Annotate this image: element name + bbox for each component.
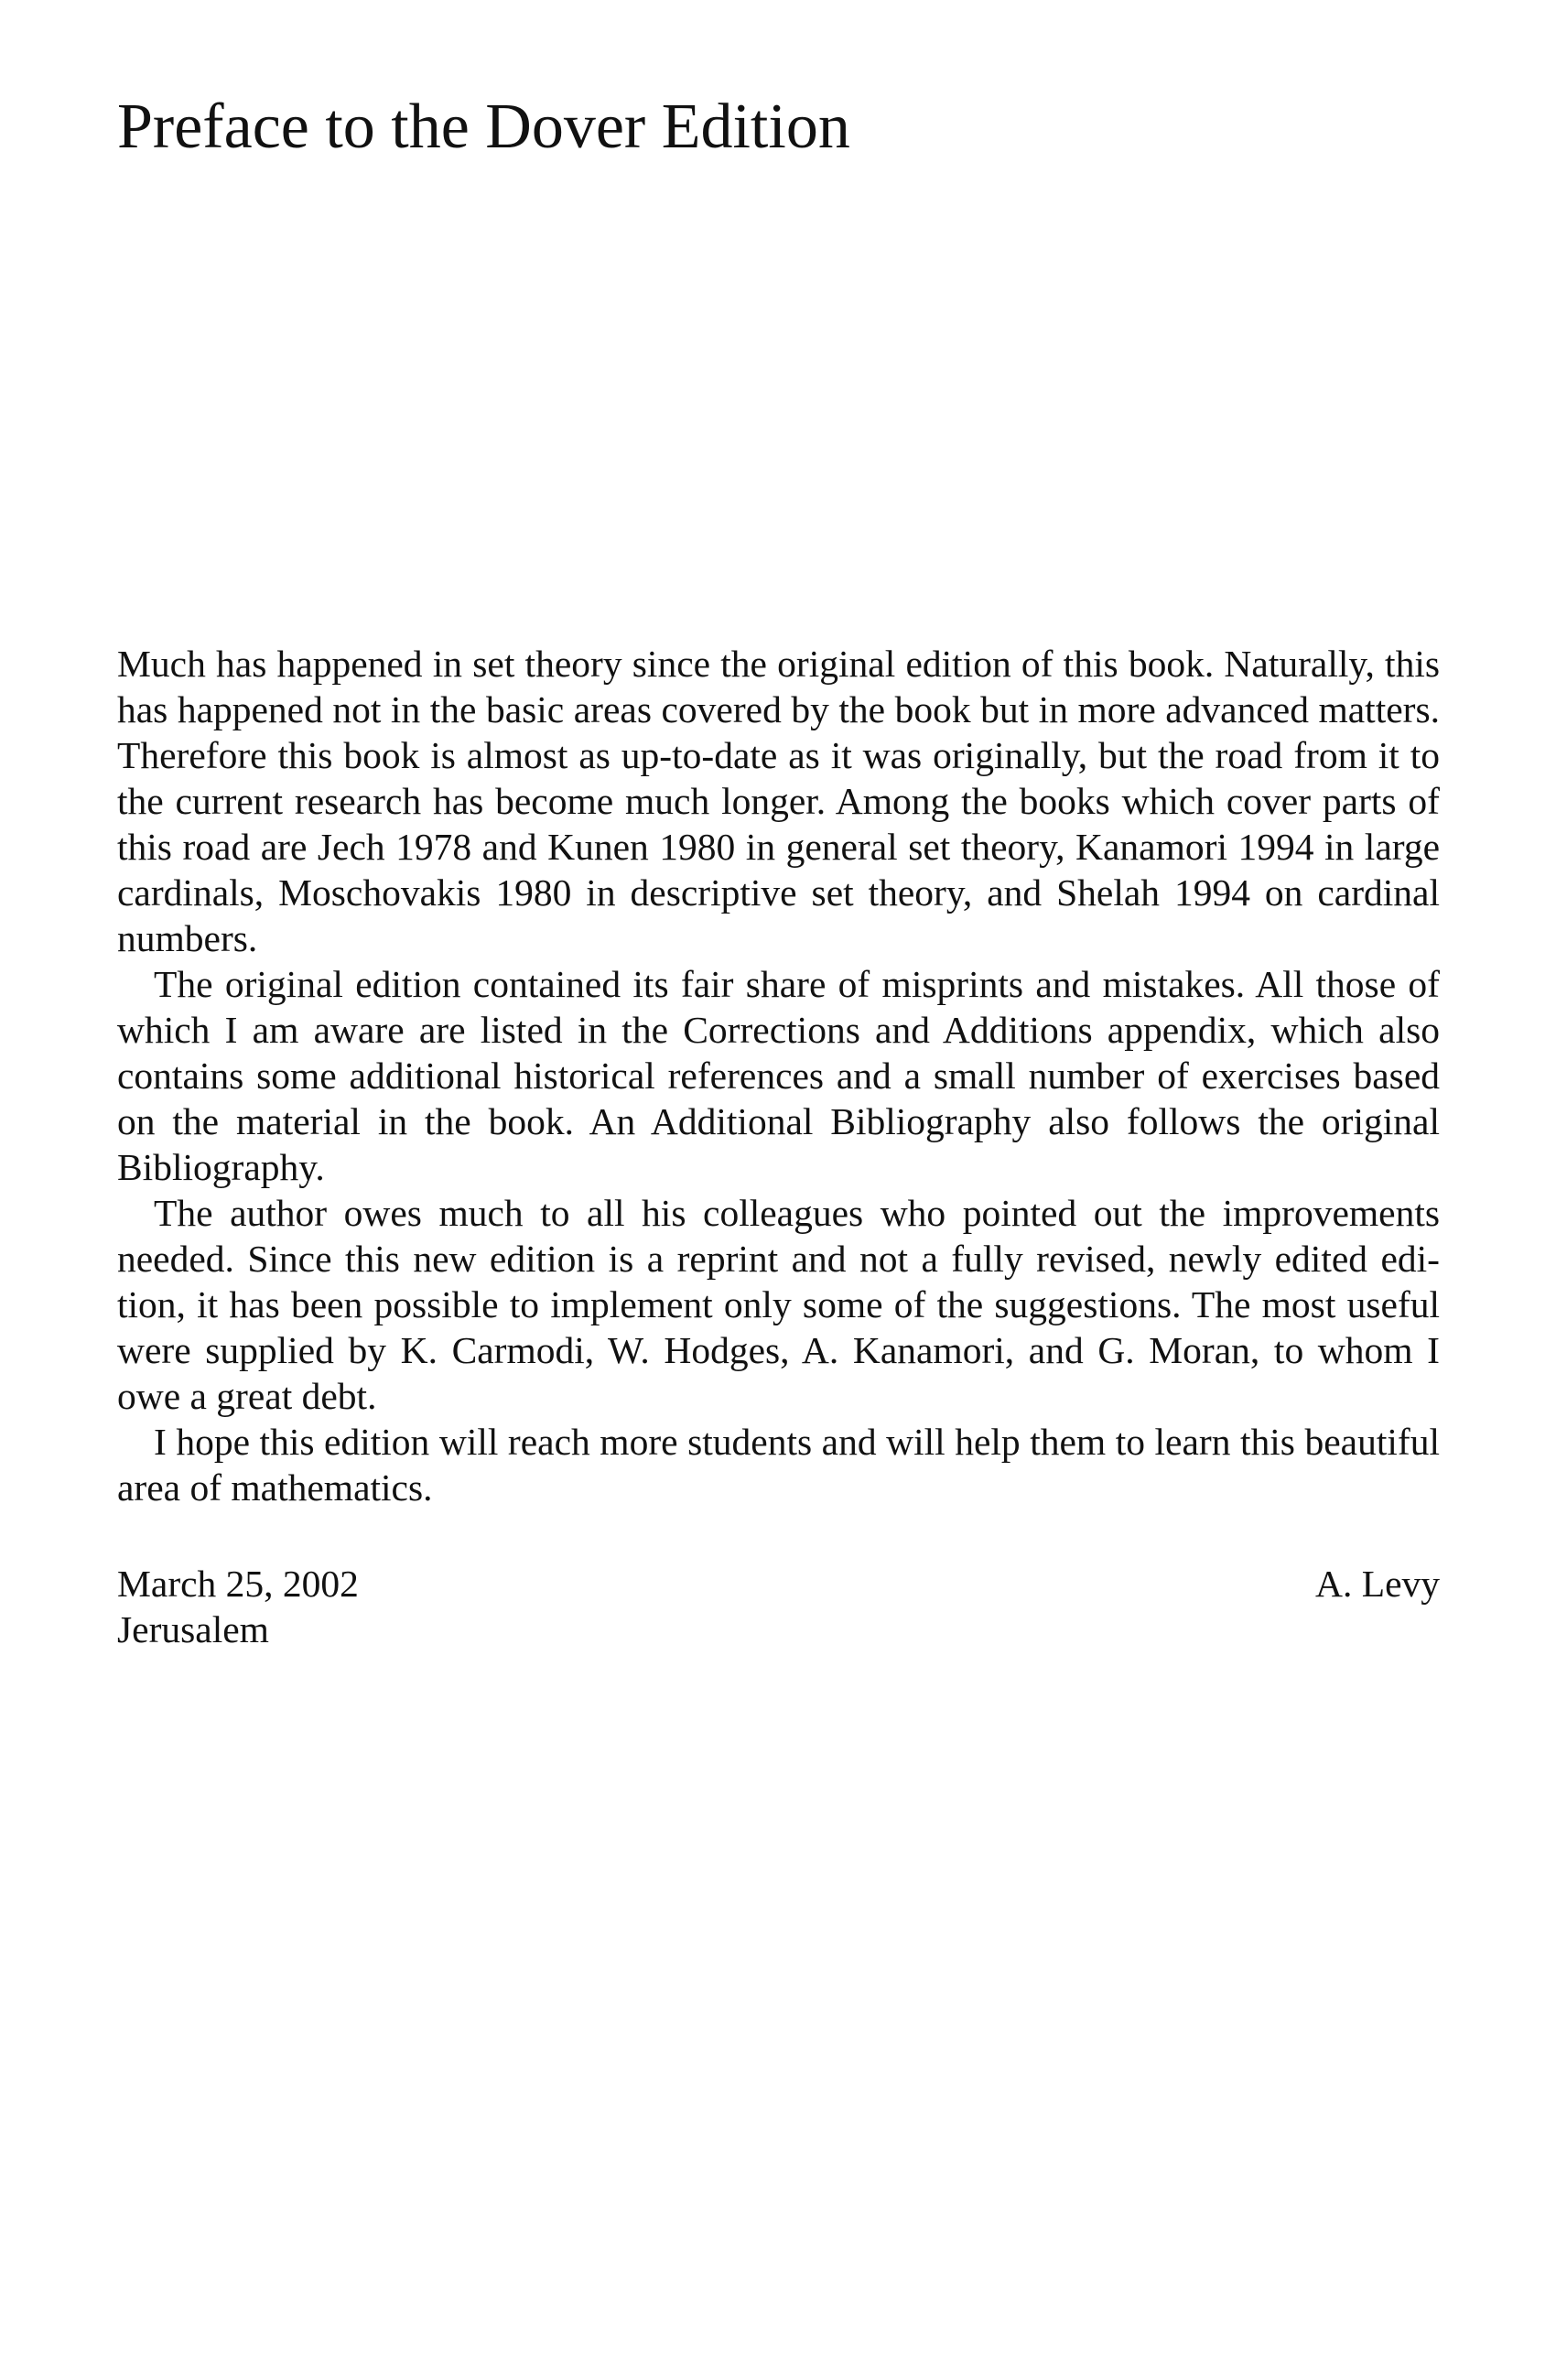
paragraph-3: The author owes much to all his colleagues who pointed out the improvements needed. Since this new edition is a reprint and not a fully revised, newly edited edition, it has been possible to implement only some of the suggestions. The most useful were supplied by K. Carmodi, W. Hodges, A. Kanamori, and G. Moran, to whom I owe a great debt.	[117, 1192, 1440, 1417]
paragraph-4: I hope this edition will reach more students and will help them to learn this beautiful area of mathematics.	[117, 1421, 1440, 1509]
signature-date: March 25, 2002	[117, 1563, 359, 1605]
paragraph-2: The original edition contained its fair share of misprints and mistakes. All those of which I am aware are listed in the Corrections and Additions appendix, which also contains some additional historical references and a small number of exercises based on the material in the book. An Additional Bibliography also follows the original Bibliography.	[117, 963, 1440, 1188]
author-block	[1315, 1561, 1440, 1652]
date-place	[117, 1561, 359, 1652]
signature-author: A. Levy	[1315, 1563, 1440, 1605]
preface-body	[117, 641, 1440, 1510]
signature-place: Jerusalem	[117, 1608, 269, 1650]
signature-block	[117, 1561, 1440, 1652]
page-title: Preface to the Dover Edition	[117, 92, 850, 162]
paragraph-1: Much has happened in set theory since the original edition of this book. Naturally, this has happened not in the basic areas covered by the book but in more advanced matters. Therefore this book is almost as up-to-date as it was originally, but the road from it to the current research has become much longer. Among the books which cover parts of this road are Jech 1978 and Kunen 1980 in general set theory, Kanamori 1994 in large cardinals, Moschovakis 1980 in descriptive set theory, and Shelah 1994 on cardinal numbers.	[117, 643, 1440, 959]
